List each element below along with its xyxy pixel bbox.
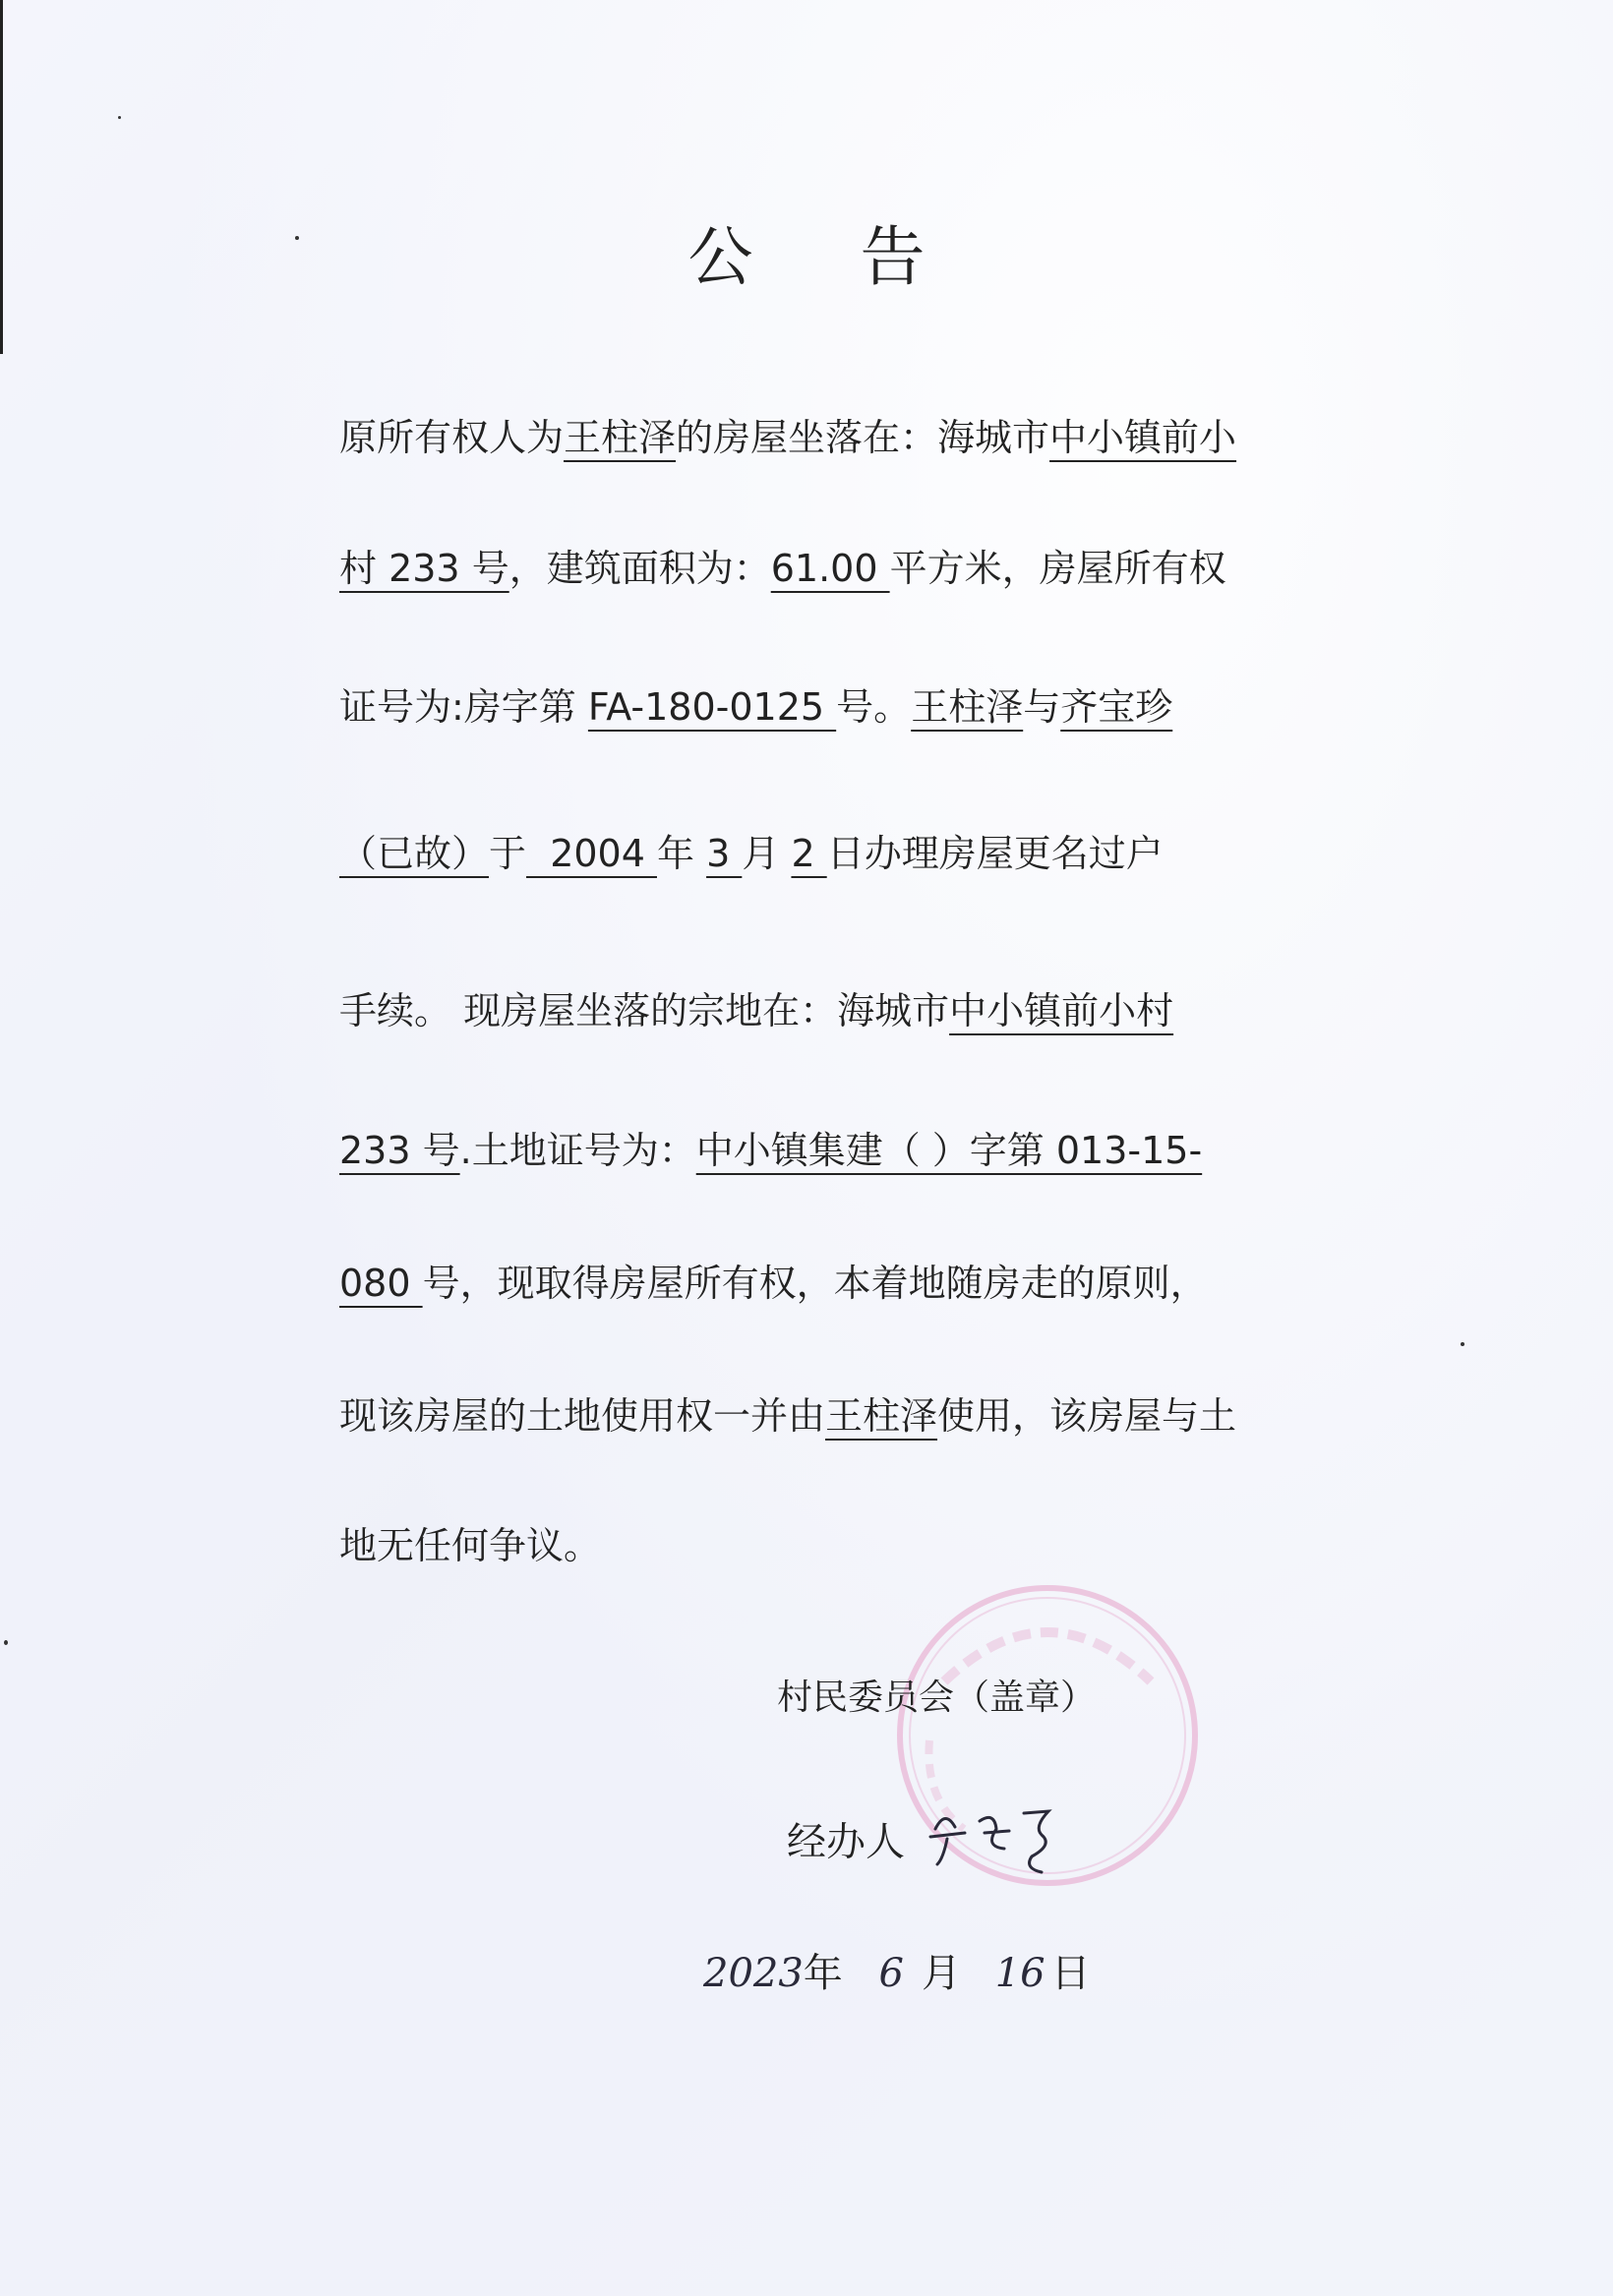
body-line-6: 233 号.土地证号为：中小镇集建（ ）字第 013-15- bbox=[339, 1129, 1203, 1172]
body-line-2: 村 233 号，建筑面积为：61.00 平方米，房屋所有权 bbox=[339, 547, 1226, 590]
handler-row bbox=[787, 1799, 1073, 1878]
committee-seal-label: 村民委员会（盖章） bbox=[777, 1678, 1097, 1718]
handwritten-signature bbox=[926, 1799, 1073, 1878]
speck bbox=[1461, 1342, 1464, 1346]
handler-label: 经办人 bbox=[787, 1819, 905, 1865]
body-line-5: 手续。 现房屋坐落的宗地在：海城市中小镇前小村 bbox=[339, 989, 1174, 1032]
body-line-4: （已故）于 2004 年 3 月 2 日办理房屋更名过户 bbox=[339, 832, 1164, 875]
speck bbox=[118, 116, 121, 119]
date-line: 2023年 6 月 16 日 bbox=[703, 1951, 1091, 1996]
body-line-8: 现该房屋的土地使用权一并由王柱泽使用，该房屋与土 bbox=[339, 1394, 1237, 1438]
body-line-3: 证号为:房字第 FA-180-0125 号。王柱泽与齐宝珍 bbox=[339, 685, 1173, 729]
body-line-9: 地无任何争议。 bbox=[339, 1524, 602, 1567]
speck bbox=[4, 1640, 8, 1645]
date-year-handwritten: 2023 bbox=[703, 1951, 804, 1996]
page-title: 公 告 bbox=[687, 219, 969, 295]
body-line-1: 原所有权人为王柱泽的房屋坐落在：海城市中小镇前小 bbox=[339, 416, 1237, 459]
date-day-handwritten: 16 bbox=[994, 1951, 1045, 1996]
scan-edge-mark bbox=[0, 0, 3, 354]
body-line-7: 080 号，现取得房屋所有权，本着地随房走的原则， bbox=[339, 1262, 1208, 1305]
date-month-handwritten: 6 bbox=[878, 1951, 904, 1996]
